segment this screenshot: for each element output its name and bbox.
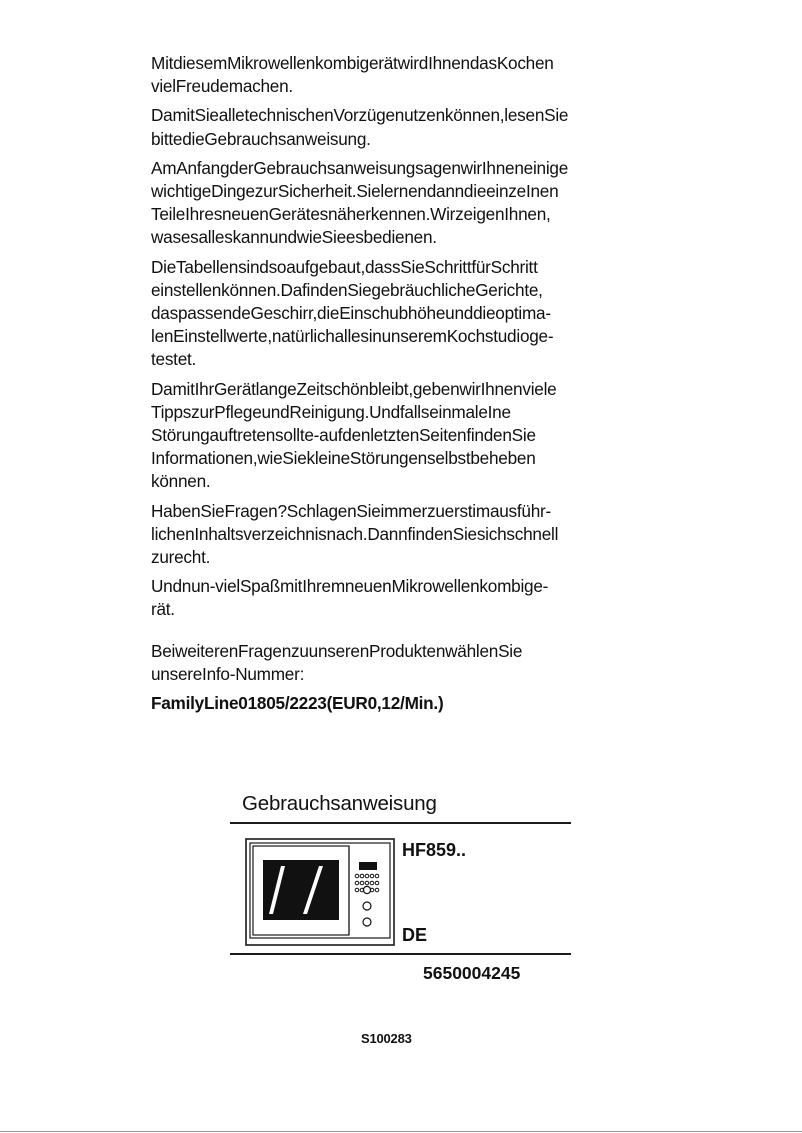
- text-line: Informationen,wieSiekleineStörungenselbstbeheben: [151, 448, 536, 469]
- text-line: rät.: [151, 599, 175, 620]
- text-line: lichenInhaltsverzeichnisnach.DannfindenSiesichschnell: [151, 523, 559, 544]
- text-line: TippszurPflegeundReinigung.UndfallseinmaleIne: [151, 401, 511, 422]
- contact-text: [151, 640, 621, 686]
- paragraph: [151, 378, 621, 494]
- text-line: DamitSiealletechnischenVorzügenutzenkönnen,lesenSie: [151, 105, 569, 126]
- text-line: unsereInfo-Nummer:: [151, 664, 305, 685]
- divider-top: [230, 822, 571, 824]
- contact-info: [151, 640, 621, 715]
- paragraph: [151, 575, 621, 621]
- footer-code: S100283: [361, 1031, 412, 1046]
- paragraph: [151, 256, 621, 372]
- text-line: Störungauftretensollte-aufdenletztenSeitenfindenSie: [151, 425, 536, 446]
- hotline-number: FamilyLine01805/2223(EUR0,12/Min.): [151, 693, 444, 714]
- intro-text: [151, 52, 621, 628]
- text-line: wasesalleskannundwieSieesbedienen.: [151, 227, 437, 248]
- model-number: HF859..: [402, 840, 467, 860]
- text-line: daspassendeGeschirr,dieEinschubhöheunddieoptima-: [151, 303, 551, 324]
- language-code: DE: [402, 925, 428, 945]
- text-line: HabenSieFragen?SchlagenSieimmerzuerstimausführ-: [151, 500, 551, 521]
- text-line: BeiweiterenFragenzuunserenProduktenwählenSie: [151, 641, 523, 661]
- text-line: lenEinstellwerte,natürlichallesinunseremKochstudioge-: [151, 326, 554, 347]
- text-line: vielFreudemachen.: [151, 76, 293, 97]
- divider-bottom: [230, 953, 571, 955]
- microwave-oven-icon: [245, 838, 395, 946]
- text-line: MitdiesemMikrowellenkombigerätwirdIhnendasKochen: [151, 53, 554, 73]
- paragraph: [151, 500, 621, 570]
- paragraph: [151, 52, 621, 98]
- text-line: TeileIhresneuenGerätesnäherkennen.WirzeigenIhnen,: [151, 204, 551, 225]
- paragraph: [151, 157, 621, 250]
- text-line: können.: [151, 471, 211, 492]
- part-number: 5650004245: [423, 963, 521, 983]
- text-line: einstellenkönnen.DafindenSiegebräuchlicheGerichte,: [151, 279, 543, 300]
- text-line: bittedieGebrauchsanweisung.: [151, 128, 371, 149]
- paragraph: [151, 104, 621, 150]
- text-line: zurecht.: [151, 547, 211, 568]
- page-edge-line: [0, 1131, 802, 1132]
- text-line: DieTabellensindsoaufgebaut,dassSieSchrittfürSchritt: [151, 256, 538, 277]
- text-line: DamitIhrGerätlangeZeitschönbleibt,gebenwirIhnenviele: [151, 378, 557, 399]
- text-line: Undnun-vielSpaßmitIhremneuenMikrowellenkombige-: [151, 576, 549, 597]
- text-line: AmAnfangderGebrauchsanweisungsagenwirIhneneinige: [151, 157, 569, 178]
- text-line: wichtigeDingezurSicherheit.SielernendanndieeinzeInen: [151, 181, 559, 202]
- text-line: testet.: [151, 349, 197, 370]
- manual-title: Gebrauchsanweisung: [242, 792, 437, 815]
